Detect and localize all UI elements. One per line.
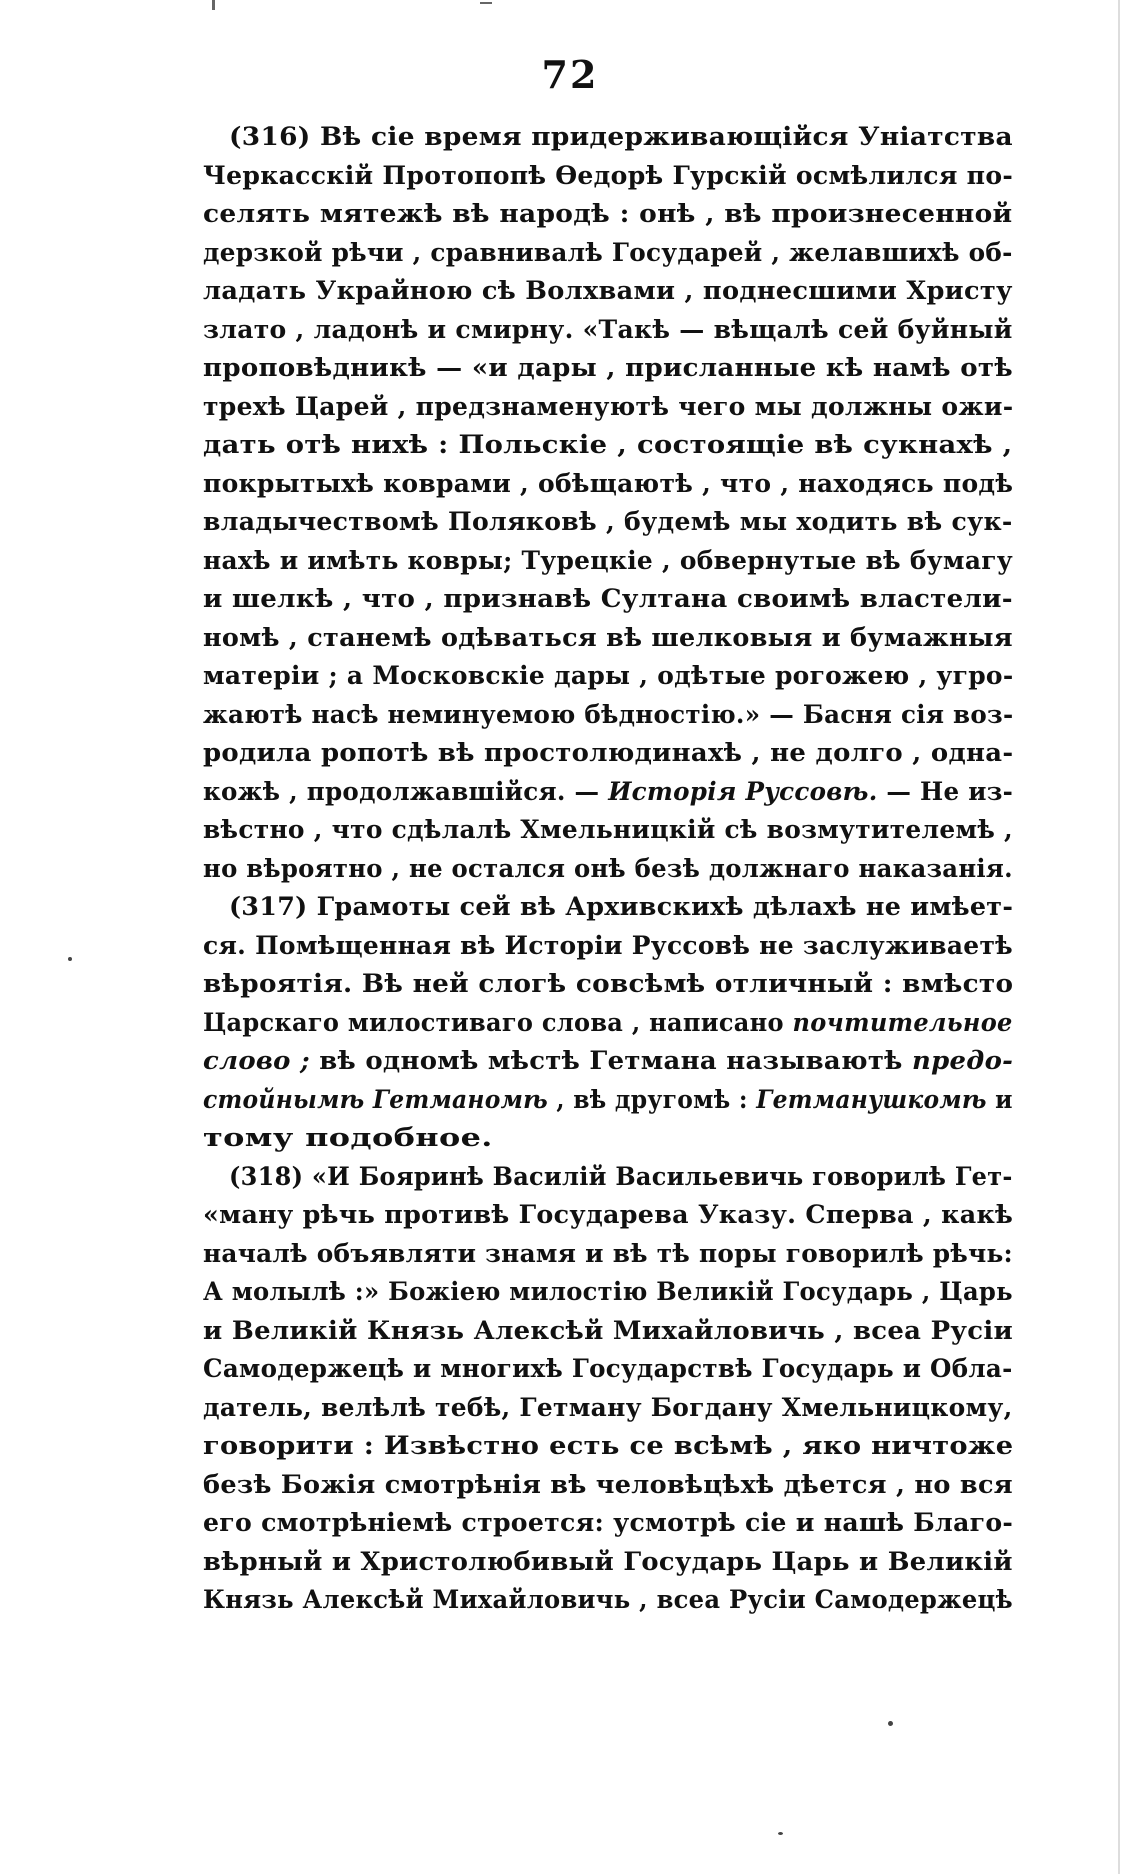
scan-edge-mark [1118,0,1120,1874]
text-line [203,1081,1013,1120]
text-line-content [203,1427,1013,1465]
text-line-content [203,272,1013,310]
text-segment: , вѣ другомѣ : [547,1084,757,1115]
text-segment: родила ропотѣ вѣ простолюдинахѣ , не долго , одна- [203,738,1013,768]
text-line-content [203,734,1013,772]
scan-speck [778,1832,783,1835]
text-line-content [203,850,1013,888]
text-segment: Князь Алексѣй Михайловичь , всеа Русіи Самодержецѣ [203,1585,1013,1615]
text-line [203,195,1013,234]
text-segment: жаютѣ насѣ неминуемою бѣдностію.» — Басня сія воз- [203,699,1013,730]
text-segment: Самодержецѣ и многихѣ Государствѣ Государь и Обла- [203,1354,1013,1384]
text-segment: его смотрѣніемѣ строется: усмотрѣ сіе и нашѣ Благо- [203,1508,1013,1538]
text-line [203,1581,1013,1620]
text-segment: трехѣ Царей , предзнаменуютѣ чего мы должны ожи- [203,391,1013,422]
text-line [203,1273,1013,1312]
scan-speck [68,957,72,961]
text-segment: Царскаго милостиваго слова , написано [203,1007,793,1038]
text-line [203,426,1013,465]
text-line-content [203,234,1013,272]
text-segment: кожѣ , продолжавшійся. — [203,776,609,807]
text-line-content [203,311,1013,349]
text-line-content [203,388,1013,426]
text-segment: А молылѣ :» Божіею милостію Великій Государь , Царь [203,1277,1013,1307]
scan-edge-mark [480,2,492,4]
text-line [203,619,1013,658]
text-segment: вѣроятія. Вѣ ней слогѣ совсѣмѣ отличный : вмѣсто [203,969,1013,999]
italic-text-segment: предо- [911,1046,1013,1076]
text-line [203,927,1013,966]
text-line [203,388,1013,427]
text-line-content [203,1196,1013,1234]
text-line-content [203,1312,1013,1350]
italic-text-segment: Исторія Руссовѣ. [608,776,878,807]
text-segment: — Не из- [877,776,1013,807]
text-line [203,465,1013,504]
text-segment: селять мятежѣ вѣ народѣ : онѣ , вѣ произнесенной [203,199,1013,229]
text-line-content [203,811,1013,849]
italic-text-segment: Гетманушкомѣ [756,1084,987,1115]
text-line [203,1312,1013,1351]
scan-speck [888,1721,893,1726]
text-line [203,118,1013,157]
text-line [203,965,1013,1004]
text-line-content [203,1504,1013,1542]
text-line-content [203,426,1013,464]
text-line [203,850,1013,889]
text-line [203,157,1013,196]
text-line [203,1196,1013,1235]
text-segment: вѣстно , что сдѣлалѣ Хмельницкій сѣ возмутителемѣ , [203,815,1013,845]
text-line-content [203,773,1013,811]
text-line-content [203,696,1013,734]
text-line-content [203,503,1013,541]
scan-edge-mark [212,0,215,10]
text-line [203,1042,1013,1081]
text-line-content [229,1158,1013,1196]
text-line [203,811,1013,850]
text-line-content [203,1081,1013,1119]
text-line-content [203,1389,1013,1427]
italic-text-segment: стойнымѣ Гетманомѣ [203,1084,548,1115]
text-segment: и шелкѣ , что , признавѣ Султана своимѣ властели- [203,584,1013,614]
text-line-content [203,1581,1013,1619]
text-segment: (318) «И Бояринѣ Василій Васильевичь говорилѣ Гет- [229,1161,1013,1192]
text-line-content [203,195,1012,233]
text-line [203,542,1013,581]
text-line-content [203,619,1013,657]
text-segment: владычествомѣ Поляковѣ , будемѣ мы ходить вѣ сук- [203,507,1013,537]
text-line-content [203,927,1013,965]
text-line [203,1389,1013,1428]
text-line [203,734,1013,773]
body-text [203,118,1013,1620]
text-line [203,1350,1013,1389]
text-line [203,1235,1013,1274]
text-line-content [203,1042,1013,1080]
text-segment: и Великій Князь Алексѣй Михайловичь , всеа Русіи [203,1315,1013,1346]
italic-text-segment: почтительное [792,1007,1013,1038]
text-line-content [203,542,1013,580]
text-segment: дать отѣ нихѣ : Польскіе , состоящіе вѣ сукнахѣ , [203,430,1013,460]
text-line-content [203,1350,1013,1388]
text-line [203,272,1013,311]
text-line [203,503,1013,542]
text-line [203,1466,1013,1505]
text-segment: нахѣ и имѣть ковры; Турецкіе , обвернутые вѣ бумагу [203,545,1013,576]
text-segment: вѣрный и Христолюбивый Государь Царь и Великій [203,1546,1013,1577]
text-segment: проповѣдникѣ — «и дары , присланные кѣ намѣ отѣ [203,353,1013,383]
page-number: 72 [541,52,599,97]
text-segment: злато , ладонѣ и смирну. «Такѣ — вѣщалѣ сей буйный [203,314,1013,345]
text-segment: Черкасскій Протопопѣ Ѳедорѣ Гурскій осмѣлился по- [203,160,1013,191]
text-line [203,234,1013,273]
text-line [203,1158,1013,1197]
text-segment: и [986,1084,1013,1115]
text-line [203,349,1013,388]
text-line [203,1504,1013,1543]
text-line-content [203,1119,493,1157]
text-segment: (316) Вѣ сіе время придерживающійся Уніатства [229,122,1013,152]
text-segment: безѣ Божія смотрѣнія вѣ человѣцѣхѣ дѣется , но вся [203,1469,1013,1500]
text-segment: «ману рѣчь противѣ Государева Указу. Сперва , какѣ [203,1200,1013,1230]
italic-text-segment: слово ; [203,1046,310,1076]
text-line [203,311,1013,350]
text-line [203,1427,1013,1466]
text-segment: ся. Помѣщенная вѣ Исторіи Руссовѣ не заслуживаетѣ [203,930,1013,961]
text-segment: ладать Украйною сѣ Волхвами , поднесшими Христу [203,276,1013,306]
text-line-content [203,1004,1013,1042]
text-line-content [203,580,1013,618]
text-line-content [203,349,1013,387]
text-segment: номѣ , станемѣ одѣваться вѣ шелковыя и бумажныя [203,622,1013,653]
text-line-content [203,1273,1013,1311]
text-segment: но вѣроятно , не остался онѣ безѣ должнаго наказанія. [203,853,1013,884]
text-line [203,1543,1013,1582]
text-line [203,773,1013,812]
text-line [203,696,1013,735]
text-segment: тому подобное. [203,1123,493,1153]
text-line-content [203,657,1013,695]
text-line [203,657,1013,696]
text-line-content [203,1235,1013,1273]
text-segment: матеріи ; а Московскіе дары , одѣтые рогожею , угро- [203,661,1013,691]
text-segment: датель, велѣлѣ тебѣ, Гетману Богдану Хмельницкому, [203,1392,1013,1423]
text-segment: (317) Грамоты сей вѣ Архивскихѣ дѣлахѣ не имѣет- [229,892,1013,922]
text-line-content [203,157,1013,195]
text-segment: говорити : Извѣстно есть се всѣмѣ , яко ничтоже [203,1431,1013,1461]
text-line [203,888,1013,927]
text-line-content [203,1466,1013,1504]
text-segment: вѣ одномѣ мѣстѣ Гетмана называютѣ [309,1046,912,1076]
text-line-content [203,465,1013,503]
text-segment: началѣ объявляти знамя и вѣ тѣ поры говорилѣ рѣчь: [203,1238,1013,1269]
text-line-content [203,1543,1013,1581]
text-line-content [203,965,1013,1003]
text-line-content [229,888,1013,926]
text-line-content [229,118,1013,156]
text-line [203,1119,1013,1158]
text-segment: дерзкой рѣчи , сравнивалѣ Государей , желавшихѣ об- [203,237,1013,268]
text-line [203,1004,1013,1043]
text-line [203,580,1013,619]
text-segment: покрытыхѣ коврами , обѣщаютѣ , что , находясь подѣ [203,468,1013,499]
